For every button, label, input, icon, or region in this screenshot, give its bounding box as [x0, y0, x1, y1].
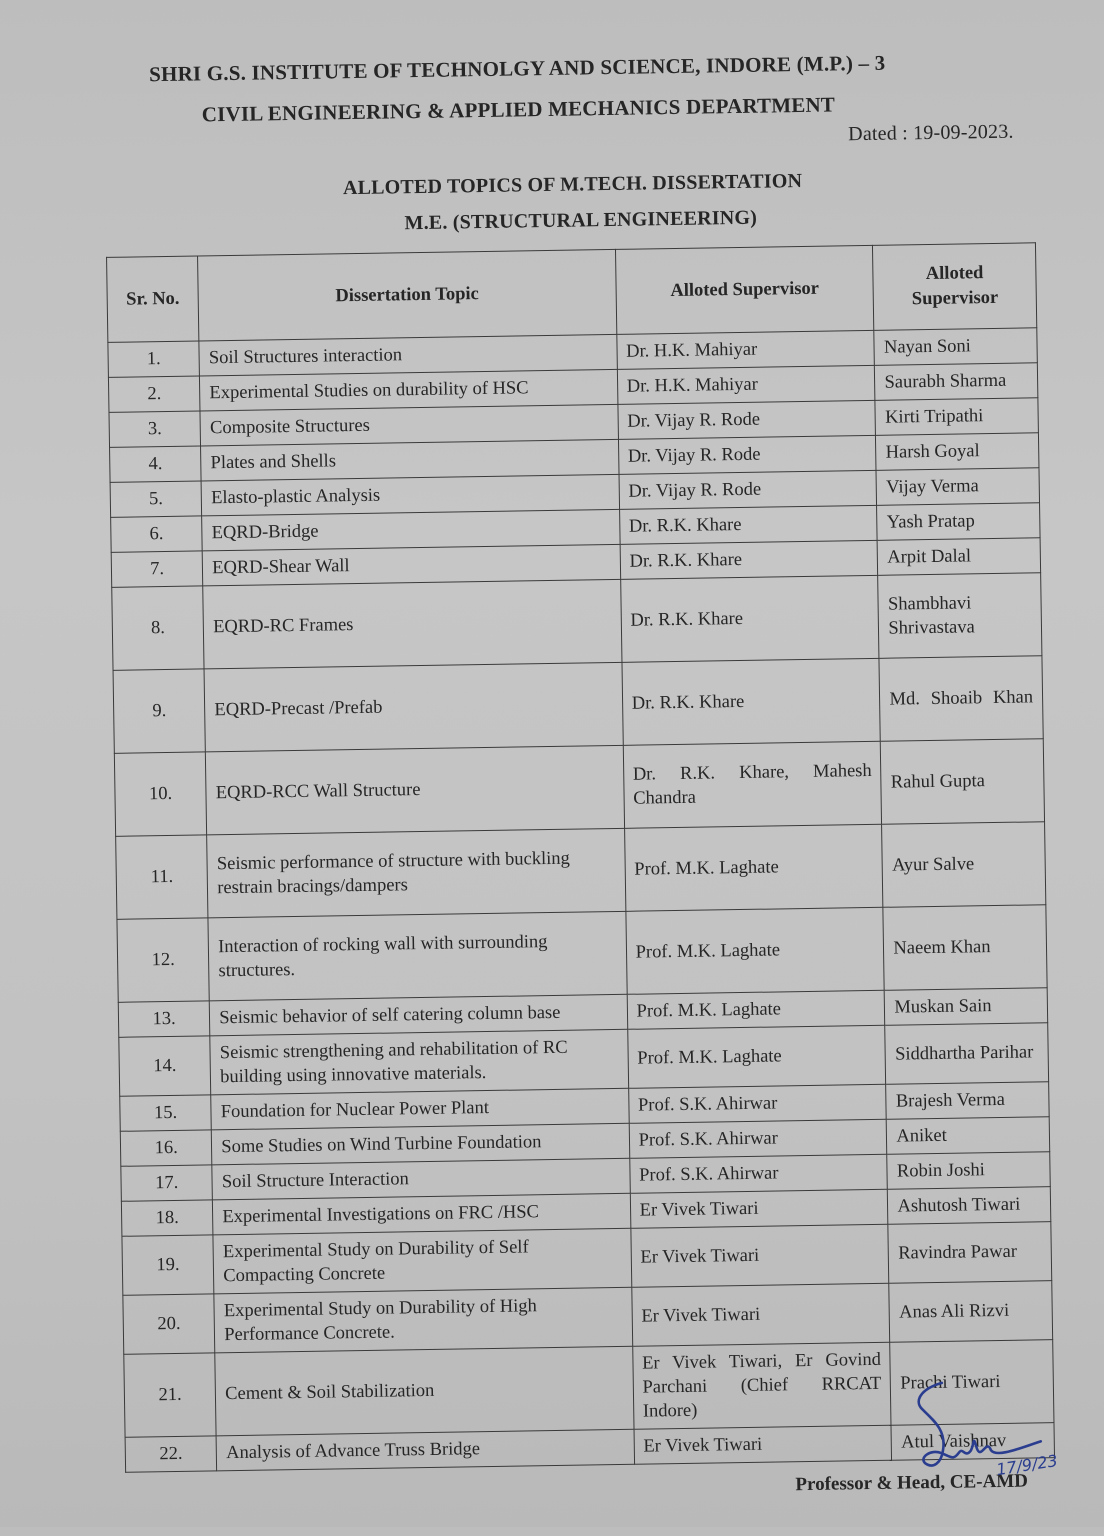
table-row: [117, 905, 1047, 1003]
supervisor: Dr. R.K. Khare, Mahesh Chandra: [623, 741, 882, 828]
topic: Analysis of Advance Truss Bridge: [216, 1429, 634, 1471]
supervisor: Dr. H.K. Mahiyar: [617, 365, 875, 404]
topic: Cement & Soil Stabilization: [215, 1346, 634, 1436]
department-name: CIVIL ENGINEERING & APPLIED MECHANICS DEPARTMENT: [201, 92, 836, 127]
institute-name: SHRI G.S. INSTITUTE OF TECHNOLGY AND SCIENCE, INDORE (M.P.) – 3: [148, 50, 886, 87]
supervisor: Dr. Vijay R. Rode: [619, 470, 877, 509]
signatory-title: Professor & Head, CE-AMD: [795, 1470, 1029, 1496]
sr-no: 7.: [111, 551, 203, 587]
sr-no: 9.: [113, 669, 206, 753]
sr-no: 20.: [123, 1294, 215, 1354]
sr-no: 21.: [124, 1353, 217, 1437]
supervisor: Er Vivek Tiwari: [631, 1283, 890, 1346]
column-header-student: Alloted Supervisor: [873, 243, 1037, 331]
topic: Some Studies on Wind Turbine Foundation: [212, 1123, 630, 1165]
student: Yash Pratap: [877, 503, 1040, 541]
supervisor: Prof. M.K. Laghate: [627, 990, 885, 1029]
supervisor: Dr. R.K. Khare: [620, 540, 878, 579]
student: Nayan Soni: [874, 328, 1037, 366]
student: Md. Shoaib Khan: [879, 656, 1043, 742]
topic: Experimental Investigations on FRC /HSC: [213, 1193, 631, 1235]
sr-no: 18.: [121, 1200, 213, 1236]
student: Vijay Verma: [876, 468, 1039, 506]
student: Saurabh Sharma: [875, 363, 1038, 401]
student: Rahul Gupta: [881, 739, 1045, 825]
topic: Experimental Study on Durability of Self Compacting Concrete: [213, 1228, 631, 1294]
student: Ashutosh Tiwari: [888, 1187, 1051, 1225]
supervisor: Er Vivek Tiwari: [630, 1189, 888, 1228]
signature-block: [790, 1376, 1104, 1511]
sr-no: 4.: [110, 446, 202, 482]
student: Arpit Dalal: [878, 538, 1041, 576]
supervisor: Prof. S.K. Ahirwar: [629, 1154, 887, 1193]
sr-no: 5.: [110, 481, 202, 517]
topic: Elasto-plastic Analysis: [201, 474, 619, 516]
student: Robin Joshi: [887, 1152, 1050, 1190]
student: Aniket: [887, 1117, 1050, 1155]
topic: Seismic performance of structure with buckling restrain bracings/dampers: [207, 828, 626, 918]
sr-no: 3.: [109, 411, 201, 447]
supervisor: Prof. M.K. Laghate: [627, 1025, 886, 1088]
supervisor: Prof. M.K. Laghate: [624, 824, 883, 911]
supervisor: Prof. M.K. Laghate: [626, 907, 885, 994]
supervisor: Er Vivek Tiwari, Er Govind Parchani (Chief RRCAT Indore): [632, 1342, 891, 1429]
student: Naeem Khan: [883, 905, 1047, 991]
sr-no: 17.: [121, 1165, 213, 1201]
supervisor: Dr. Vijay R. Rode: [618, 435, 876, 474]
sr-no: 10.: [114, 752, 207, 836]
table-row: [114, 739, 1044, 837]
table-row: [113, 656, 1043, 754]
topic: EQRD-Precast /Prefab: [204, 662, 623, 752]
topic: Interaction of rocking wall with surrounding structures.: [208, 911, 627, 1001]
topic: EQRD-RCC Wall Structure: [206, 745, 625, 835]
supervisor: Dr. R.K. Khare: [620, 575, 879, 662]
table-row: [116, 822, 1046, 920]
sr-no: 13.: [118, 1001, 210, 1037]
student: Brajesh Verma: [886, 1082, 1049, 1120]
student: Anas Ali Rizvi: [889, 1281, 1052, 1343]
topic: Experimental Studies on durability of HSC: [200, 369, 618, 411]
column-header-sr-no: Sr. No.: [107, 256, 200, 342]
student: Ravindra Pawar: [888, 1222, 1051, 1284]
topic: EQRD-RC Frames: [203, 579, 622, 669]
allotment-table: [106, 242, 1055, 1472]
student: Shambhavi Shrivastava: [878, 573, 1042, 659]
supervisor: Dr. H.K. Mahiyar: [616, 330, 874, 369]
supervisor: Er Vivek Tiwari: [634, 1425, 892, 1464]
table-row: [112, 573, 1042, 671]
sr-no: 1.: [108, 341, 200, 377]
topic: EQRD-Bridge: [202, 509, 620, 551]
sr-no: 16.: [120, 1130, 212, 1166]
student: Ayur Salve: [882, 822, 1046, 908]
sr-no: 2.: [108, 376, 200, 412]
student: Atul Vaishnav: [891, 1423, 1054, 1461]
topic: Soil Structures interaction: [199, 334, 617, 376]
student: Prachi Tiwari: [890, 1340, 1054, 1426]
sr-no: 11.: [116, 835, 209, 919]
topic: Seismic behavior of self catering column base: [210, 994, 628, 1036]
student: Harsh Goyal: [876, 433, 1039, 471]
signature-date: 17/9/23: [995, 1450, 1059, 1480]
column-header-supervisor: Alloted Supervisor: [615, 245, 874, 334]
topic: EQRD-Shear Wall: [202, 544, 620, 586]
supervisor: Er Vivek Tiwari: [630, 1224, 889, 1287]
supervisor: Prof. S.K. Ahirwar: [628, 1084, 886, 1123]
topic: Plates and Shells: [201, 439, 619, 481]
sr-no: 15.: [120, 1095, 212, 1131]
sr-no: 14.: [119, 1036, 211, 1096]
supervisor: Dr. R.K. Khare: [619, 505, 877, 544]
supervisor: Dr. R.K. Khare: [622, 658, 881, 745]
column-header-topic: Dissertation Topic: [198, 249, 617, 341]
topic: Foundation for Nuclear Power Plant: [211, 1088, 629, 1130]
document-title: ALLOTED TOPICS OF M.TECH. DISSERTATION: [342, 169, 803, 200]
topic: Experimental Study on Durability of High Performance Concrete.: [214, 1287, 632, 1353]
topic: Soil Structure Interaction: [212, 1158, 630, 1200]
sr-no: 12.: [117, 918, 210, 1002]
table-header-row: [107, 243, 1037, 343]
sr-no: 8.: [112, 586, 205, 670]
sr-no: 22.: [125, 1436, 217, 1472]
sr-no: 6.: [111, 516, 203, 552]
document-subtitle: M.E. (STRUCTURAL ENGINEERING): [404, 206, 758, 235]
student: Kirti Tripathi: [875, 398, 1038, 436]
document-date: Dated : 19-09-2023.: [848, 120, 1014, 146]
topic: Composite Structures: [200, 404, 618, 446]
supervisor: Prof. S.K. Ahirwar: [629, 1119, 887, 1158]
student: Siddhartha Parihar: [885, 1023, 1048, 1085]
topic: Seismic strengthening and rehabilitation of RC building using innovative materials.: [210, 1029, 628, 1095]
sr-no: 19.: [122, 1235, 214, 1295]
supervisor: Dr. Vijay R. Rode: [618, 400, 876, 439]
student: Muskan Sain: [885, 988, 1048, 1026]
